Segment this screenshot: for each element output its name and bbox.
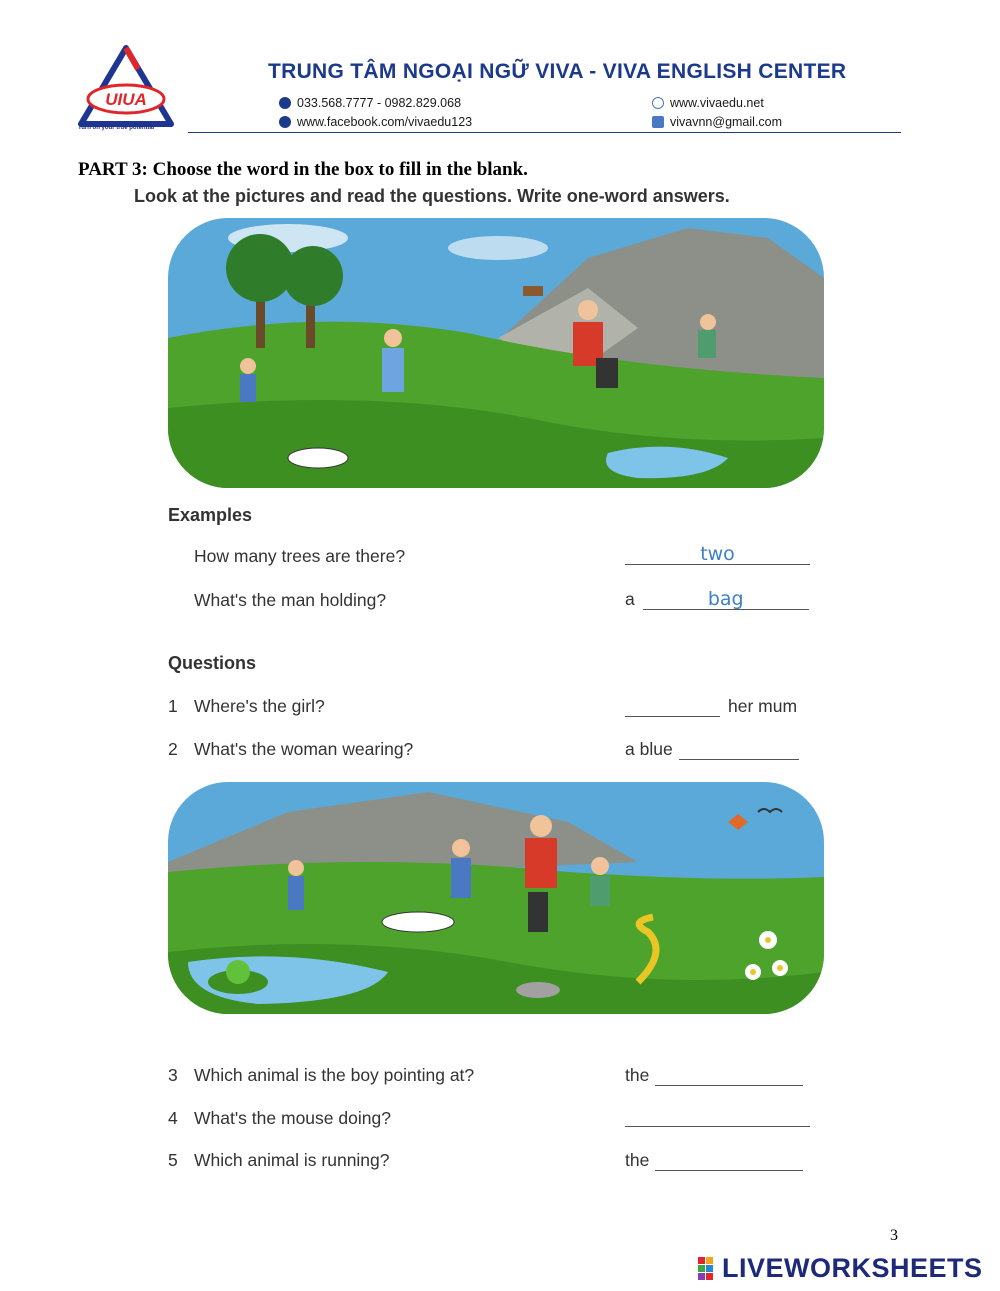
facebook-text: www.facebook.com/vivaedu123 — [297, 115, 473, 129]
logo-tagline: Turn on your true potential — [78, 125, 155, 131]
email-contact — [652, 115, 782, 129]
liveworksheets-icon — [698, 1257, 722, 1281]
viva-logo — [76, 44, 176, 136]
instruction: Look at the pictures and read the questions. Write one-word answers. — [134, 186, 730, 206]
globe-icon — [652, 97, 664, 109]
phone-contact — [279, 96, 461, 110]
question-5-answer — [625, 1150, 803, 1171]
center-name: TRUNG TÂM NGOẠI NGỮ VIVA - VIVA ENGLISH CENTER — [268, 60, 847, 83]
example-answer-2 — [625, 589, 809, 610]
email-text: vivavnn@gmail.com — [670, 115, 783, 129]
question-number: 5 — [168, 1150, 178, 1170]
example-question-1: How many trees are there? — [194, 546, 406, 566]
questions-heading: Questions — [168, 653, 257, 673]
phone-text: 033.568.7777 - 0982.829.068 — [297, 96, 462, 110]
question-number: 3 — [168, 1065, 178, 1085]
website-text: www.vivaedu.net — [670, 96, 764, 110]
question-2-blank[interactable] — [679, 741, 799, 760]
page-number: 3 — [890, 1227, 898, 1244]
question-1-blank[interactable] — [625, 698, 720, 717]
question-3-text: Which animal is the boy pointing at? — [194, 1065, 475, 1085]
scene-image-top — [168, 218, 824, 488]
logo-text: UIUA — [105, 90, 147, 109]
example-question-2: What's the man holding? — [194, 590, 387, 610]
question-1-suffix: her mum — [728, 696, 798, 716]
facebook-icon — [279, 116, 291, 128]
question-5-text: Which animal is running? — [194, 1150, 390, 1170]
question-4-answer — [625, 1108, 810, 1127]
scene-image-bottom — [168, 782, 824, 1014]
example-answer-1 — [625, 544, 810, 565]
question-number: 2 — [168, 739, 178, 759]
question-number: 1 — [168, 696, 178, 716]
examples-heading: Examples — [168, 505, 253, 525]
question-3-blank[interactable] — [655, 1067, 803, 1086]
question-3-answer — [625, 1065, 803, 1086]
question-3-prefix: the — [625, 1065, 650, 1085]
question-1-answer — [625, 696, 797, 717]
question-2-text: What's the woman wearing? — [194, 739, 414, 759]
question-5-prefix: the — [625, 1150, 650, 1170]
header-divider — [188, 132, 901, 133]
question-number: 4 — [168, 1108, 178, 1128]
example-answer-2-value: bag — [643, 589, 809, 610]
phone-icon — [279, 97, 291, 109]
question-1-text: Where's the girl? — [194, 696, 325, 716]
example-answer-2-prefix: a — [625, 589, 635, 609]
question-2-answer — [625, 739, 799, 760]
liveworksheets-text: LIVEWORKSHEETS — [722, 1253, 983, 1283]
question-2-prefix: a blue — [625, 739, 673, 759]
example-answer-1-value: two — [625, 544, 810, 565]
question-4-text: What's the mouse doing? — [194, 1108, 391, 1128]
website-contact — [652, 96, 764, 110]
facebook-contact — [279, 115, 472, 129]
question-4-blank[interactable] — [625, 1108, 810, 1127]
part-title: PART 3: Choose the word in the box to fill in the blank. — [78, 159, 528, 180]
liveworksheets-brand[interactable] — [698, 1253, 983, 1284]
question-5-blank[interactable] — [655, 1152, 803, 1171]
mail-icon — [652, 116, 664, 128]
